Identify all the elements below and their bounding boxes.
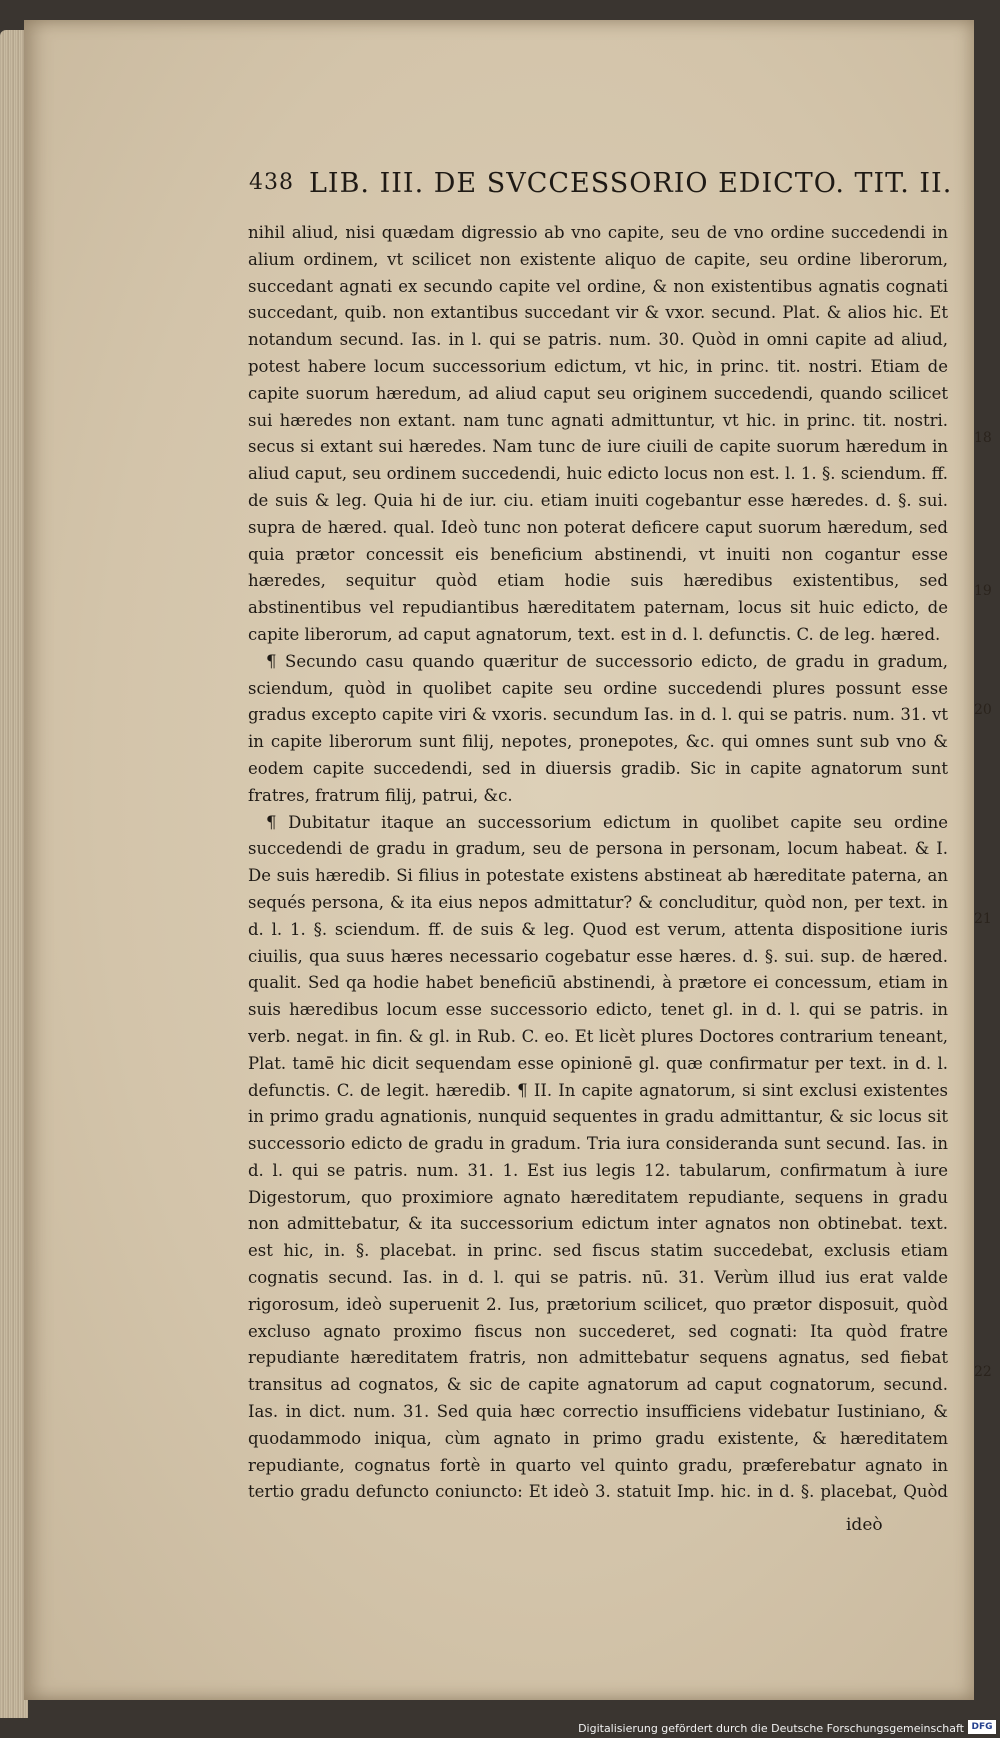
margin-number: 18 [974,430,992,446]
margin-number: 21 [974,911,992,927]
margin-number: 22 [974,1364,992,1380]
book-page [24,20,992,1700]
catchword: ideò [846,1515,883,1535]
paragraph: nihil aliud, nisi quædam digressio ab vno capite, seu de vno ordine succedendi in alium ordinem, vt scilicet non existente aliquo de capite, seu ordine liberorum, succedant agnati ex secundo capite vel ordine, & non existentibus agnatis cognati succedant, quib. non extantibus succedant vir & vxor. secund. Plat. & alios hic. Et notandum secund. Ias. in l. qui se patris. num. 30. Quòd in omni capite ad aliud, potest habere locum successorium edictum, vt hic, in princ. tit. nostri. Etiam de capite suorum hæredum, ad aliud caput seu originem succedendi, quando scilicet sui hæredes non extant. nam tunc agnati admittuntur, vt hic. in princ. tit. nostri. secus si extant sui hæredes. Nam tunc de iure ciuili de capite suorum hæredum in aliud caput, seu ordinem succedendi, huic edicto locus non est. l. 1. §. sciendum. ff. de suis & leg. Quia hi de iur. ciu. etiam inuiti cogebantur esse hæredes. d. §. sui. supra de hæred. qual. Ideò tunc non poterat deficere caput suorum hæredum, sed quia prætor concessit eis beneficium abstinendi, vt inuiti non cogantur esse hæredes, sequitur quòd etiam hodie suis hæredibus existentibus, sed abstinentibus vel repudiantibus hæreditatem paternam, locus sit huic edicto, de capite liberorum, ad caput agnatorum, text. est in d. l. defunctis. C. de leg. hæred. [248,223,948,644]
margin-number: 20 [974,702,992,718]
margin-number: 19 [974,583,992,599]
dfg-logo: DFG [968,1720,996,1734]
page-header [249,168,953,204]
running-head: LIB. III. DE SVCCESSORIO EDICTO. TIT. II. [309,168,953,199]
margin-numbers [974,20,998,1520]
paragraph: ¶ Secundo casu quando quæritur de successorio edicto, de gradu in gradum, sciendum, quòd in quolibet capite seu ordine succedendi plures possunt esse gradus excepto capite viri & vxoris. secundum Ias. in d. l. qui se patris. num. 31. vt in capite liberorum sunt filij, nepotes, pronepotes, &c. qui omnes sunt sub vno & eodem capite succedendi, sed in diuersis gradib. Sic in capite agnatorum sunt fratres, fratrum filij, patrui, &c. [248,651,948,805]
page-number: 438 [249,170,294,195]
digitization-note: Digitalisierung gefördert durch die Deutsche Forschungsgemeinschaft [578,1722,964,1735]
body-text [248,220,948,1505]
paragraph: ¶ Dubitatur itaque an successorium edictum in quolibet capite seu ordine succedendi de gradu in gradum, seu de persona in personam, locum habeat. & I. De suis hæredib. Si filius in potestate existens abstineat ab hæreditate paterna, an sequés persona, & ita eius nepos admittatur? & concluditur, quòd non, per text. in d. l. 1. §. sciendum. ff. de suis & leg. Quod est verum, attenta dispositione iuris ciuilis, qua suus hæres necessario cogebatur esse hæres. d. §. sui. sup. de hæred. qualit. Sed qa hodie habet beneficiū abstinendi, à prætore ei concessum, etiam in suis hæredibus locum esse successorio edicto, tenet gl. in d. l. qui se patris. in verb. negat. in fin. & gl. in Rub. C. eo. Et licèt plures Doctores contrarium teneant, Plat. tamē hic dicit sequendam esse opinionē gl. quæ confirmatur per text. in d. l. defunctis. C. de legit. hæredib. ¶ II. In capite agnatorum, si sint exclusi existentes in primo gradu agnationis, nunquid sequentes in gradu admittantur, & sic locus sit successorio edicto de gradu in gradum. Tria iura consideranda sunt secund. Ias. in d. l. qui se patris. num. 31. 1. Est ius legis 12. tabularum, confirmatum à iure Digestorum, quo proximiore agnato hæreditatem repudiante, sequens in gradu non admittebatur, & ita successorium edictum inter agnatos non obtinebat. text. est hic, in. §. placebat. in princ. sed fiscus statim succedebat, exclusis etiam cognatis secund. Ias. in d. l. qui se patris. nū. 31. Verùm illud ius erat valde rigorosum, ideò superuenit 2. Ius, prætorium scilicet, quo prætor disposuit, quòd excluso agnato proximo fiscus non succederet, sed cognati: Ita quòd fratre repudiante hæreditatem fratris, non admittebatur sequens agnatus, sed fiebat transitus ad cognatos, & sic de capite agnatorum ad caput cognatorum, secund. Ias. in dict. num. 31. Sed quia hæc correctio insufficiens videbatur Iustiniano, & quodammodo iniqua, cùm agnato in primo gradu existente, & hæreditatem repudiante, cognatus fortè in quarto vel quinto gradu, præferebatur agnato in tertio gradu defuncto coniuncto: Et ideò 3. statuit Imp. hic. in d. §. placebat, Quòd [248,812,948,1502]
